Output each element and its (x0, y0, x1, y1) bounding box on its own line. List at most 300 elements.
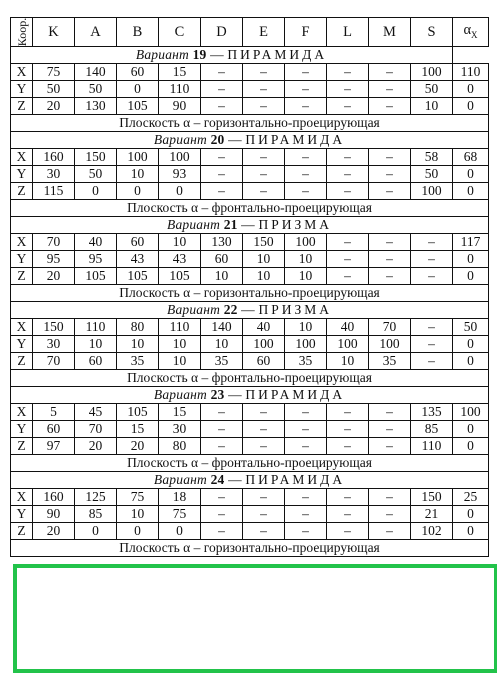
cell-f: 10 (285, 251, 327, 268)
cell-f: – (285, 404, 327, 421)
cell-b: 80 (117, 319, 159, 336)
cell-m: – (369, 523, 411, 540)
row-label: Z (11, 98, 33, 115)
cell-k: 20 (33, 523, 75, 540)
cell-m: 100 (369, 336, 411, 353)
cell-k: 5 (33, 404, 75, 421)
cell-alpha-x: 0 (453, 438, 489, 455)
cell-d: 140 (201, 319, 243, 336)
variant-word: Вариант (167, 302, 221, 317)
cell-c: 30 (159, 421, 201, 438)
cell-l: – (327, 523, 369, 540)
cell-d: – (201, 81, 243, 98)
variant-dash: — (228, 387, 242, 402)
cell-s: 150 (411, 489, 453, 506)
cell-e: – (243, 421, 285, 438)
cell-b: 0 (117, 183, 159, 200)
col-header-s: S (411, 18, 453, 47)
cell-l: – (327, 234, 369, 251)
variant-figure: ПРИЗМА (258, 217, 332, 232)
cell-a: 105 (75, 268, 117, 285)
table-row (11, 336, 489, 353)
cell-a: 0 (75, 523, 117, 540)
row-label: X (11, 149, 33, 166)
cell-f: – (285, 421, 327, 438)
variant-number: 23 (210, 387, 225, 402)
cell-c: 90 (159, 98, 201, 115)
cell-alpha-x: 0 (453, 268, 489, 285)
cell-e: – (243, 438, 285, 455)
cell-alpha-x: 117 (453, 234, 489, 251)
variant-title (11, 472, 489, 489)
cell-d: – (201, 183, 243, 200)
cell-k: 160 (33, 489, 75, 506)
col-header-e: E (243, 18, 285, 47)
cell-m: 70 (369, 319, 411, 336)
table-row (11, 81, 489, 98)
cell-alpha-x: 0 (453, 421, 489, 438)
plane-row (11, 455, 489, 472)
plane-description: Плоскость α – фронтально-проецирующая (11, 370, 489, 387)
table-row (11, 319, 489, 336)
cell-alpha-x: 100 (453, 404, 489, 421)
table-header (11, 18, 489, 47)
cell-a: 20 (75, 438, 117, 455)
cell-l: – (327, 251, 369, 268)
cell-m: – (369, 268, 411, 285)
variants-table (10, 17, 489, 557)
cell-m: – (369, 149, 411, 166)
cell-a: 50 (75, 166, 117, 183)
cell-c: 15 (159, 64, 201, 81)
cell-m: – (369, 251, 411, 268)
cell-l: – (327, 404, 369, 421)
variant-number: 19 (192, 47, 207, 62)
variant-title-row (11, 47, 489, 64)
cell-k: 20 (33, 268, 75, 285)
cell-f: – (285, 166, 327, 183)
cell-k: 30 (33, 336, 75, 353)
cell-m: – (369, 506, 411, 523)
cell-c: 100 (159, 149, 201, 166)
plane-row (11, 285, 489, 302)
cell-b: 20 (117, 438, 159, 455)
col-header-b: B (117, 18, 159, 47)
variant-title-row (11, 217, 489, 234)
cell-a: 85 (75, 506, 117, 523)
cell-e: 150 (243, 234, 285, 251)
cell-f: – (285, 438, 327, 455)
cell-c: 75 (159, 506, 201, 523)
cell-e: – (243, 489, 285, 506)
cell-b: 43 (117, 251, 159, 268)
cell-c: 110 (159, 81, 201, 98)
cell-b: 75 (117, 489, 159, 506)
cell-k: 30 (33, 166, 75, 183)
table-row (11, 404, 489, 421)
col-header-m: M (369, 18, 411, 47)
row-label: Z (11, 438, 33, 455)
variant-title (11, 132, 489, 149)
cell-l: 10 (327, 353, 369, 370)
cell-alpha-x: 68 (453, 149, 489, 166)
cell-m: – (369, 166, 411, 183)
coord-header (11, 18, 33, 47)
variant-title-row (11, 132, 489, 149)
cell-m: – (369, 421, 411, 438)
cell-e: – (243, 506, 285, 523)
cell-f: – (285, 64, 327, 81)
plane-description: Плоскость α – фронтально-проецирующая (11, 200, 489, 217)
cell-a: 110 (75, 319, 117, 336)
cell-s: – (411, 234, 453, 251)
variant-figure: ПИРАМИДА (245, 472, 346, 487)
variant-figure: ПИРАМИДА (245, 387, 346, 402)
cell-l: – (327, 506, 369, 523)
col-header-k: K (33, 18, 75, 47)
cell-a: 50 (75, 81, 117, 98)
cell-m: – (369, 81, 411, 98)
cell-k: 150 (33, 319, 75, 336)
cell-alpha-x: 0 (453, 81, 489, 98)
cell-l: 40 (327, 319, 369, 336)
cell-m: – (369, 404, 411, 421)
cell-k: 160 (33, 149, 75, 166)
cell-e: 40 (243, 319, 285, 336)
cell-e: – (243, 98, 285, 115)
cell-c: 110 (159, 319, 201, 336)
cell-e: 10 (243, 251, 285, 268)
cell-k: 70 (33, 234, 75, 251)
cell-f: – (285, 523, 327, 540)
cell-l: – (327, 81, 369, 98)
cell-e: 10 (243, 268, 285, 285)
cell-l: – (327, 166, 369, 183)
cell-l: – (327, 149, 369, 166)
cell-alpha-x: 0 (453, 336, 489, 353)
variant-word: Вариант (167, 217, 221, 232)
plane-row (11, 540, 489, 557)
cell-alpha-x: 0 (453, 251, 489, 268)
plane-description: Плоскость α – горизонтально-проецирующая (11, 540, 489, 557)
cell-s: 10 (411, 98, 453, 115)
plane-row (11, 115, 489, 132)
cell-e: 100 (243, 336, 285, 353)
row-label: X (11, 404, 33, 421)
cell-c: 93 (159, 166, 201, 183)
cell-k: 75 (33, 64, 75, 81)
alpha-symbol: α (463, 21, 472, 38)
cell-f: – (285, 98, 327, 115)
cell-d: – (201, 64, 243, 81)
variant-dash: — (228, 132, 242, 147)
cell-m: – (369, 64, 411, 81)
cell-d: 60 (201, 251, 243, 268)
cell-m: – (369, 234, 411, 251)
variant-figure: ПРИЗМА (258, 302, 332, 317)
variant-title-row (11, 302, 489, 319)
row-label: Z (11, 183, 33, 200)
cell-l: – (327, 183, 369, 200)
plane-row (11, 370, 489, 387)
row-label: Y (11, 166, 33, 183)
row-label: Z (11, 353, 33, 370)
cell-s: 102 (411, 523, 453, 540)
table-body (11, 47, 489, 557)
cell-l: – (327, 489, 369, 506)
cell-c: 80 (159, 438, 201, 455)
cell-e: – (243, 149, 285, 166)
cell-d: – (201, 421, 243, 438)
cell-l: – (327, 438, 369, 455)
cell-a: 45 (75, 404, 117, 421)
variant-title (11, 387, 489, 404)
cell-e: – (243, 404, 285, 421)
table-row (11, 438, 489, 455)
cell-a: 0 (75, 183, 117, 200)
cell-d: 130 (201, 234, 243, 251)
cell-s: 50 (411, 81, 453, 98)
cell-b: 10 (117, 166, 159, 183)
row-label: X (11, 64, 33, 81)
cell-alpha-x: 25 (453, 489, 489, 506)
cell-c: 10 (159, 336, 201, 353)
plane-row (11, 200, 489, 217)
table-row (11, 251, 489, 268)
cell-d: – (201, 149, 243, 166)
table-row (11, 64, 489, 81)
table-row (11, 506, 489, 523)
cell-c: 10 (159, 353, 201, 370)
cell-k: 50 (33, 81, 75, 98)
cell-a: 60 (75, 353, 117, 370)
col-header-f: F (285, 18, 327, 47)
cell-s: – (411, 336, 453, 353)
highlight-frame (13, 564, 497, 673)
variant-word: Вариант (153, 472, 207, 487)
cell-s: 100 (411, 183, 453, 200)
col-header-l: L (327, 18, 369, 47)
cell-alpha-x: 110 (453, 64, 489, 81)
variant-dash: — (228, 472, 242, 487)
row-label: Y (11, 421, 33, 438)
cell-d: – (201, 489, 243, 506)
cell-l: – (327, 98, 369, 115)
cell-alpha-x: 0 (453, 506, 489, 523)
cell-k: 97 (33, 438, 75, 455)
table-row (11, 98, 489, 115)
plane-description: Плоскость α – горизонтально-проецирующая (11, 115, 489, 132)
cell-s: – (411, 268, 453, 285)
cell-c: 18 (159, 489, 201, 506)
cell-a: 95 (75, 251, 117, 268)
cell-d: 10 (201, 268, 243, 285)
cell-f: 10 (285, 268, 327, 285)
cell-s: 50 (411, 166, 453, 183)
cell-b: 105 (117, 404, 159, 421)
cell-k: 115 (33, 183, 75, 200)
cell-s: – (411, 353, 453, 370)
table-row (11, 489, 489, 506)
cell-b: 105 (117, 268, 159, 285)
cell-b: 0 (117, 81, 159, 98)
variant-number: 24 (210, 472, 225, 487)
variant-number: 22 (223, 302, 238, 317)
cell-s: – (411, 319, 453, 336)
cell-f: 100 (285, 234, 327, 251)
cell-b: 10 (117, 336, 159, 353)
variant-dash: — (241, 302, 255, 317)
cell-k: 95 (33, 251, 75, 268)
table-row (11, 183, 489, 200)
plane-description: Плоскость α – горизонтально-проецирующая (11, 285, 489, 302)
header-row (11, 18, 489, 47)
cell-m: 35 (369, 353, 411, 370)
row-label: Y (11, 336, 33, 353)
cell-k: 90 (33, 506, 75, 523)
cell-a: 40 (75, 234, 117, 251)
cell-alpha-x: 0 (453, 166, 489, 183)
row-label: Y (11, 251, 33, 268)
cell-a: 125 (75, 489, 117, 506)
col-header-d: D (201, 18, 243, 47)
cell-d: – (201, 98, 243, 115)
col-header-a: A (75, 18, 117, 47)
variant-figure: ПИРАМИДА (227, 47, 328, 62)
cell-a: 10 (75, 336, 117, 353)
cell-e: 60 (243, 353, 285, 370)
cell-f: – (285, 149, 327, 166)
cell-e: – (243, 523, 285, 540)
cell-e: – (243, 183, 285, 200)
variant-title (11, 217, 489, 234)
cell-a: 150 (75, 149, 117, 166)
cell-b: 60 (117, 234, 159, 251)
alpha-subscript: X (471, 29, 478, 40)
cell-d: – (201, 166, 243, 183)
variant-figure: ПИРАМИДА (245, 132, 346, 147)
row-label: X (11, 234, 33, 251)
cell-s: 135 (411, 404, 453, 421)
col-header-c: C (159, 18, 201, 47)
row-label: Z (11, 268, 33, 285)
cell-l: – (327, 421, 369, 438)
variant-word: Вариант (153, 387, 207, 402)
cell-k: 20 (33, 98, 75, 115)
cell-s: 110 (411, 438, 453, 455)
table-row (11, 353, 489, 370)
cell-m: – (369, 183, 411, 200)
table-row (11, 166, 489, 183)
cell-a: 140 (75, 64, 117, 81)
cell-b: 105 (117, 98, 159, 115)
cell-m: – (369, 438, 411, 455)
cell-alpha-x: 0 (453, 523, 489, 540)
cell-b: 10 (117, 506, 159, 523)
variant-title-row (11, 472, 489, 489)
cell-d: 35 (201, 353, 243, 370)
cell-s: 85 (411, 421, 453, 438)
cell-l: 100 (327, 336, 369, 353)
cell-k: 60 (33, 421, 75, 438)
cell-f: 10 (285, 319, 327, 336)
row-label: X (11, 319, 33, 336)
cell-f: – (285, 183, 327, 200)
cell-d: – (201, 438, 243, 455)
cell-d: 10 (201, 336, 243, 353)
cell-f: 35 (285, 353, 327, 370)
table-row (11, 149, 489, 166)
coord-header-label: Коор. (14, 17, 29, 47)
variant-dash: — (210, 47, 224, 62)
table-row (11, 421, 489, 438)
cell-b: 0 (117, 523, 159, 540)
cell-e: – (243, 166, 285, 183)
cell-s: 100 (411, 64, 453, 81)
cell-m: – (369, 98, 411, 115)
table-row (11, 523, 489, 540)
cell-f: 100 (285, 336, 327, 353)
cell-l: – (327, 64, 369, 81)
row-label: X (11, 489, 33, 506)
cell-c: 0 (159, 523, 201, 540)
col-header-alpha-x (453, 18, 489, 47)
plane-description: Плоскость α – фронтально-проецирующая (11, 455, 489, 472)
variant-title-row (11, 387, 489, 404)
cell-c: 43 (159, 251, 201, 268)
variant-dash: — (241, 217, 255, 232)
cell-s: 58 (411, 149, 453, 166)
cell-k: 70 (33, 353, 75, 370)
cell-e: – (243, 81, 285, 98)
cell-b: 100 (117, 149, 159, 166)
row-label: Z (11, 523, 33, 540)
cell-alpha-x: 0 (453, 98, 489, 115)
variant-word: Вариант (153, 132, 207, 147)
cell-b: 15 (117, 421, 159, 438)
cell-a: 130 (75, 98, 117, 115)
cell-s: 21 (411, 506, 453, 523)
table-row (11, 234, 489, 251)
cell-b: 60 (117, 64, 159, 81)
row-label: Y (11, 506, 33, 523)
variants-page (10, 17, 488, 557)
cell-s: – (411, 251, 453, 268)
cell-c: 105 (159, 268, 201, 285)
cell-f: – (285, 81, 327, 98)
cell-m: – (369, 489, 411, 506)
variant-title (11, 47, 453, 64)
table-row (11, 268, 489, 285)
cell-e: – (243, 64, 285, 81)
cell-f: – (285, 506, 327, 523)
row-label: Y (11, 81, 33, 98)
variant-number: 21 (223, 217, 238, 232)
cell-alpha-x: 50 (453, 319, 489, 336)
cell-c: 15 (159, 404, 201, 421)
cell-c: 0 (159, 183, 201, 200)
cell-d: – (201, 523, 243, 540)
cell-alpha-x: 0 (453, 353, 489, 370)
cell-l: – (327, 268, 369, 285)
cell-d: – (201, 506, 243, 523)
cell-b: 35 (117, 353, 159, 370)
variant-word: Вариант (135, 47, 189, 62)
cell-f: – (285, 489, 327, 506)
cell-d: – (201, 404, 243, 421)
cell-c: 10 (159, 234, 201, 251)
variant-title (11, 302, 489, 319)
